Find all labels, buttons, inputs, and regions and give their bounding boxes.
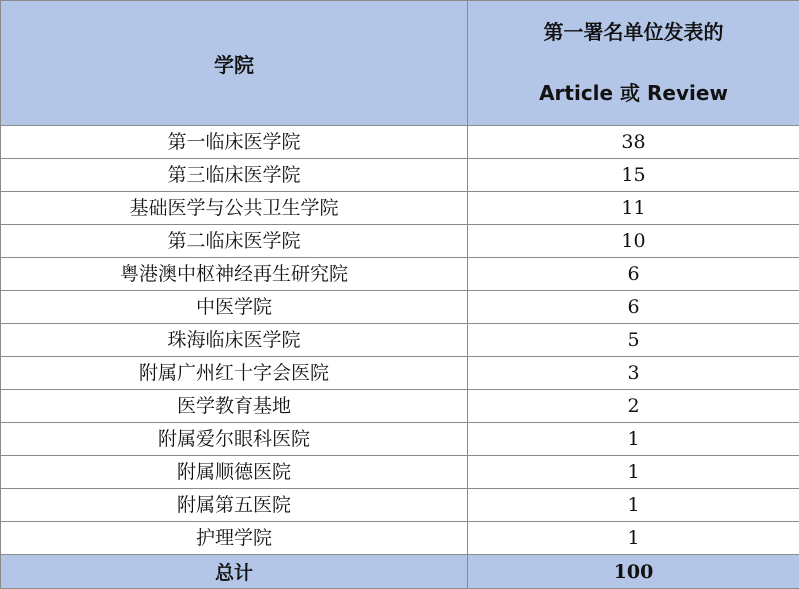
table-row — [1, 324, 799, 357]
table-row — [1, 423, 799, 456]
college-cell: 附属广州红十字会医院 — [1, 357, 468, 390]
count-cell: 11 — [468, 192, 799, 225]
header-article-count — [468, 1, 799, 126]
college-cell: 附属顺德医院 — [1, 456, 468, 489]
table-row — [1, 192, 799, 225]
table-row — [1, 489, 799, 522]
table-row — [1, 357, 799, 390]
college-cell: 中医学院 — [1, 291, 468, 324]
table-row — [1, 126, 799, 159]
header-count-line2: Article 或 Review — [539, 81, 728, 105]
count-cell: 38 — [468, 126, 799, 159]
table-row — [1, 258, 799, 291]
table-row — [1, 522, 799, 555]
college-cell: 护理学院 — [1, 522, 468, 555]
table-row — [1, 159, 799, 192]
college-cell: 附属第五医院 — [1, 489, 468, 522]
count-cell: 1 — [468, 456, 799, 489]
header-college — [1, 1, 468, 126]
college-cell: 基础医学与公共卫生学院 — [1, 192, 468, 225]
count-cell: 1 — [468, 489, 799, 522]
header-count-line1: 第一署名单位发表的 — [543, 20, 724, 44]
header-row — [1, 1, 799, 126]
count-cell: 6 — [468, 258, 799, 291]
college-cell: 第二临床医学院 — [1, 225, 468, 258]
count-cell: 10 — [468, 225, 799, 258]
count-cell: 6 — [468, 291, 799, 324]
total-label: 总计 — [1, 555, 468, 589]
college-cell: 附属爱尔眼科医院 — [1, 423, 468, 456]
count-cell: 2 — [468, 390, 799, 423]
header-college-label: 学院 — [214, 52, 254, 77]
college-cell: 第三临床医学院 — [1, 159, 468, 192]
count-cell: 1 — [468, 522, 799, 555]
table-row — [1, 456, 799, 489]
table-row — [1, 390, 799, 423]
college-cell: 珠海临床医学院 — [1, 324, 468, 357]
table-row — [1, 291, 799, 324]
total-value: 100 — [468, 555, 799, 589]
count-cell: 1 — [468, 423, 799, 456]
college-cell: 医学教育基地 — [1, 390, 468, 423]
college-cell: 粤港澳中枢神经再生研究院 — [1, 258, 468, 291]
count-cell: 5 — [468, 324, 799, 357]
college-cell: 第一临床医学院 — [1, 126, 468, 159]
total-row — [1, 555, 799, 589]
count-cell: 15 — [468, 159, 799, 192]
count-cell: 3 — [468, 357, 799, 390]
table-row — [1, 225, 799, 258]
